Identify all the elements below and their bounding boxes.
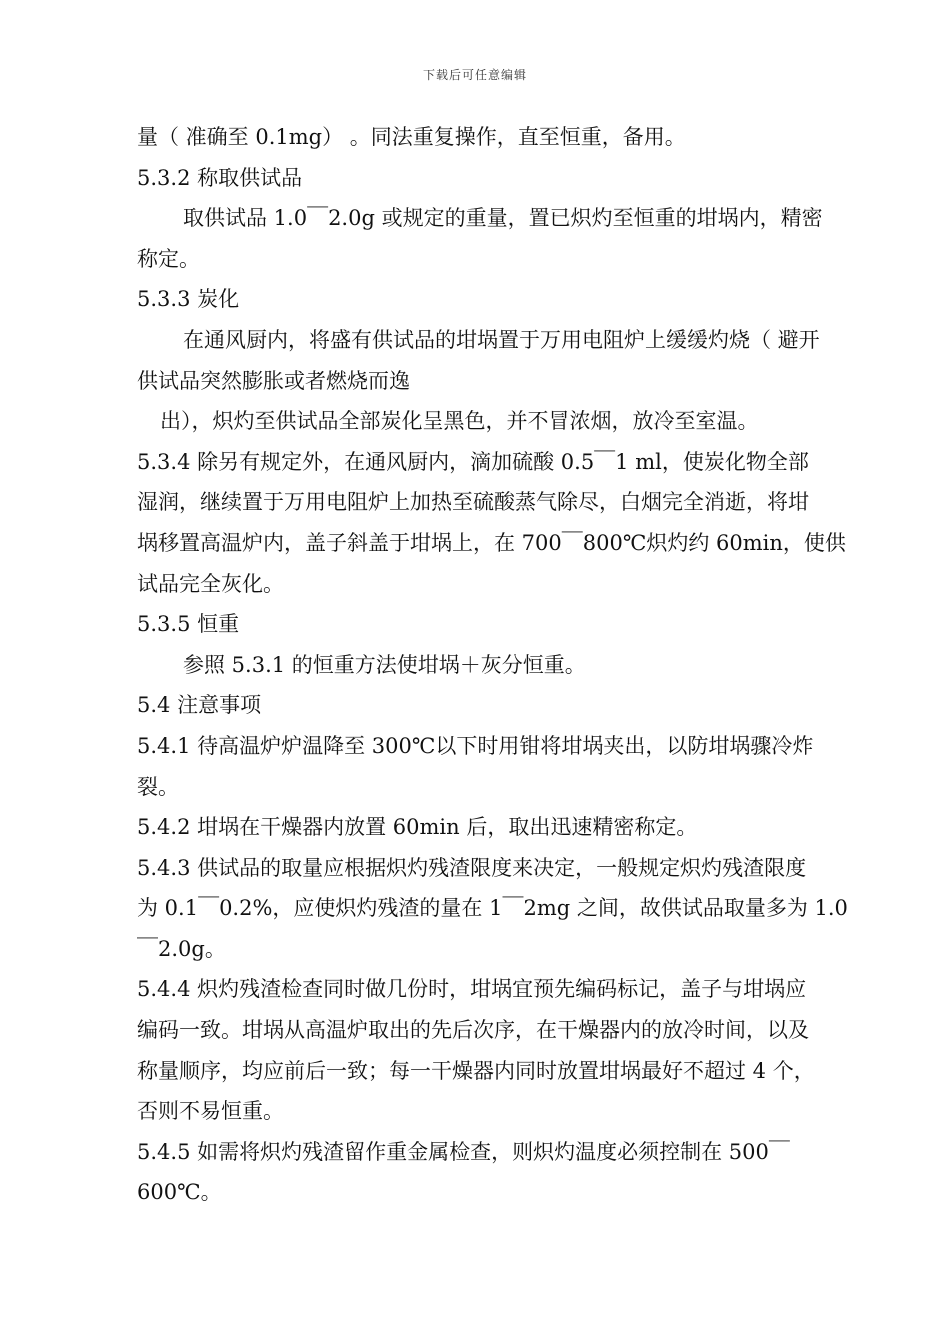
text-line: 5.4.5 如需将炽灼残渣留作重金属检查，则炽灼温度必须控制在 500￣ — [137, 1139, 790, 1164]
text-line: 称量顺序，均应前后一致；每一干燥器内同时放置坩埚最好不超过 4 个， — [137, 1058, 815, 1083]
text-line: 在通风厨内，将盛有供试品的坩埚置于万用电阻炉上缓缓灼烧（ 避开 — [183, 327, 820, 352]
section-heading: 5.4 注意事项 — [137, 693, 262, 718]
section-heading: 5.3.3 炭化 — [137, 287, 240, 312]
text-line: 裂。 — [137, 774, 179, 799]
page-header: 下载后可任意编辑 — [422, 68, 527, 82]
text-line: 参照 5.3.1 的恒重方法使坩埚＋灰分恒重。 — [183, 652, 586, 677]
text-line: 5.3.4 除另有规定外，在通风厨内，滴加硫酸 0.5￣1 ml，使炭化物全部 — [137, 449, 809, 474]
text-line: ￣2.0g。 — [137, 936, 226, 961]
text-line: 否则不易恒重。 — [137, 1099, 284, 1124]
text-line: 量（ 准确至 0.1mg） 。同法重复操作，直至恒重，备用。 — [137, 125, 686, 149]
text-line: 试品完全灰化。 — [137, 571, 284, 596]
text-line: 5.4.4 炽灼残渣检查同时做几份时，坩埚宜预先编码标记，盖子与坩埚应 — [137, 977, 807, 1002]
document-body — [137, 117, 889, 1213]
text-line: 出），炽灼至供试品全部炭化呈黑色，并不冒浓烟，放冷至室温。 — [160, 409, 759, 434]
text-line: 供试品突然膨胀或者燃烧而逸 — [137, 368, 410, 393]
text-line: 湿润，继续置于万用电阻炉上加热至硫酸蒸气除尽，白烟完全消逝，将坩 — [137, 490, 809, 515]
text-line: 5.4.2 坩埚在干燥器内放置 60min 后，取出迅速精密称定。 — [137, 815, 698, 840]
text-line: 称定。 — [137, 246, 200, 271]
text-line: 5.4.3 供试品的取量应根据炽灼残渣限度来决定，一般规定炽灼残渣限度 — [137, 855, 807, 880]
text-line: 埚移置高温炉内，盖子斜盖于坩埚上，在 700￣800℃炽灼约 60min，使供 — [137, 530, 846, 555]
text-line: 取供试品 1.0￣2.0g 或规定的重量，置已炽灼至恒重的坩埚内，精密 — [183, 206, 823, 231]
text-line: 600℃。 — [137, 1180, 222, 1205]
section-heading: 5.3.5 恒重 — [137, 612, 240, 637]
section-heading: 5.3.2 称取供试品 — [137, 165, 303, 190]
text-line: 5.4.1 待高温炉炉温降至 300℃以下时用钳将坩埚夹出，以防坩埚骤冷炸 — [137, 733, 814, 758]
text-line: 编码一致。坩埚从高温炉取出的先后次序，在干燥器内的放冷时间，以及 — [137, 1018, 809, 1043]
text-line: 为 0.1￣0.2%，应使炽灼残渣的量在 1￣2mg 之间，故供试品取量多为 1.0 — [137, 896, 848, 921]
